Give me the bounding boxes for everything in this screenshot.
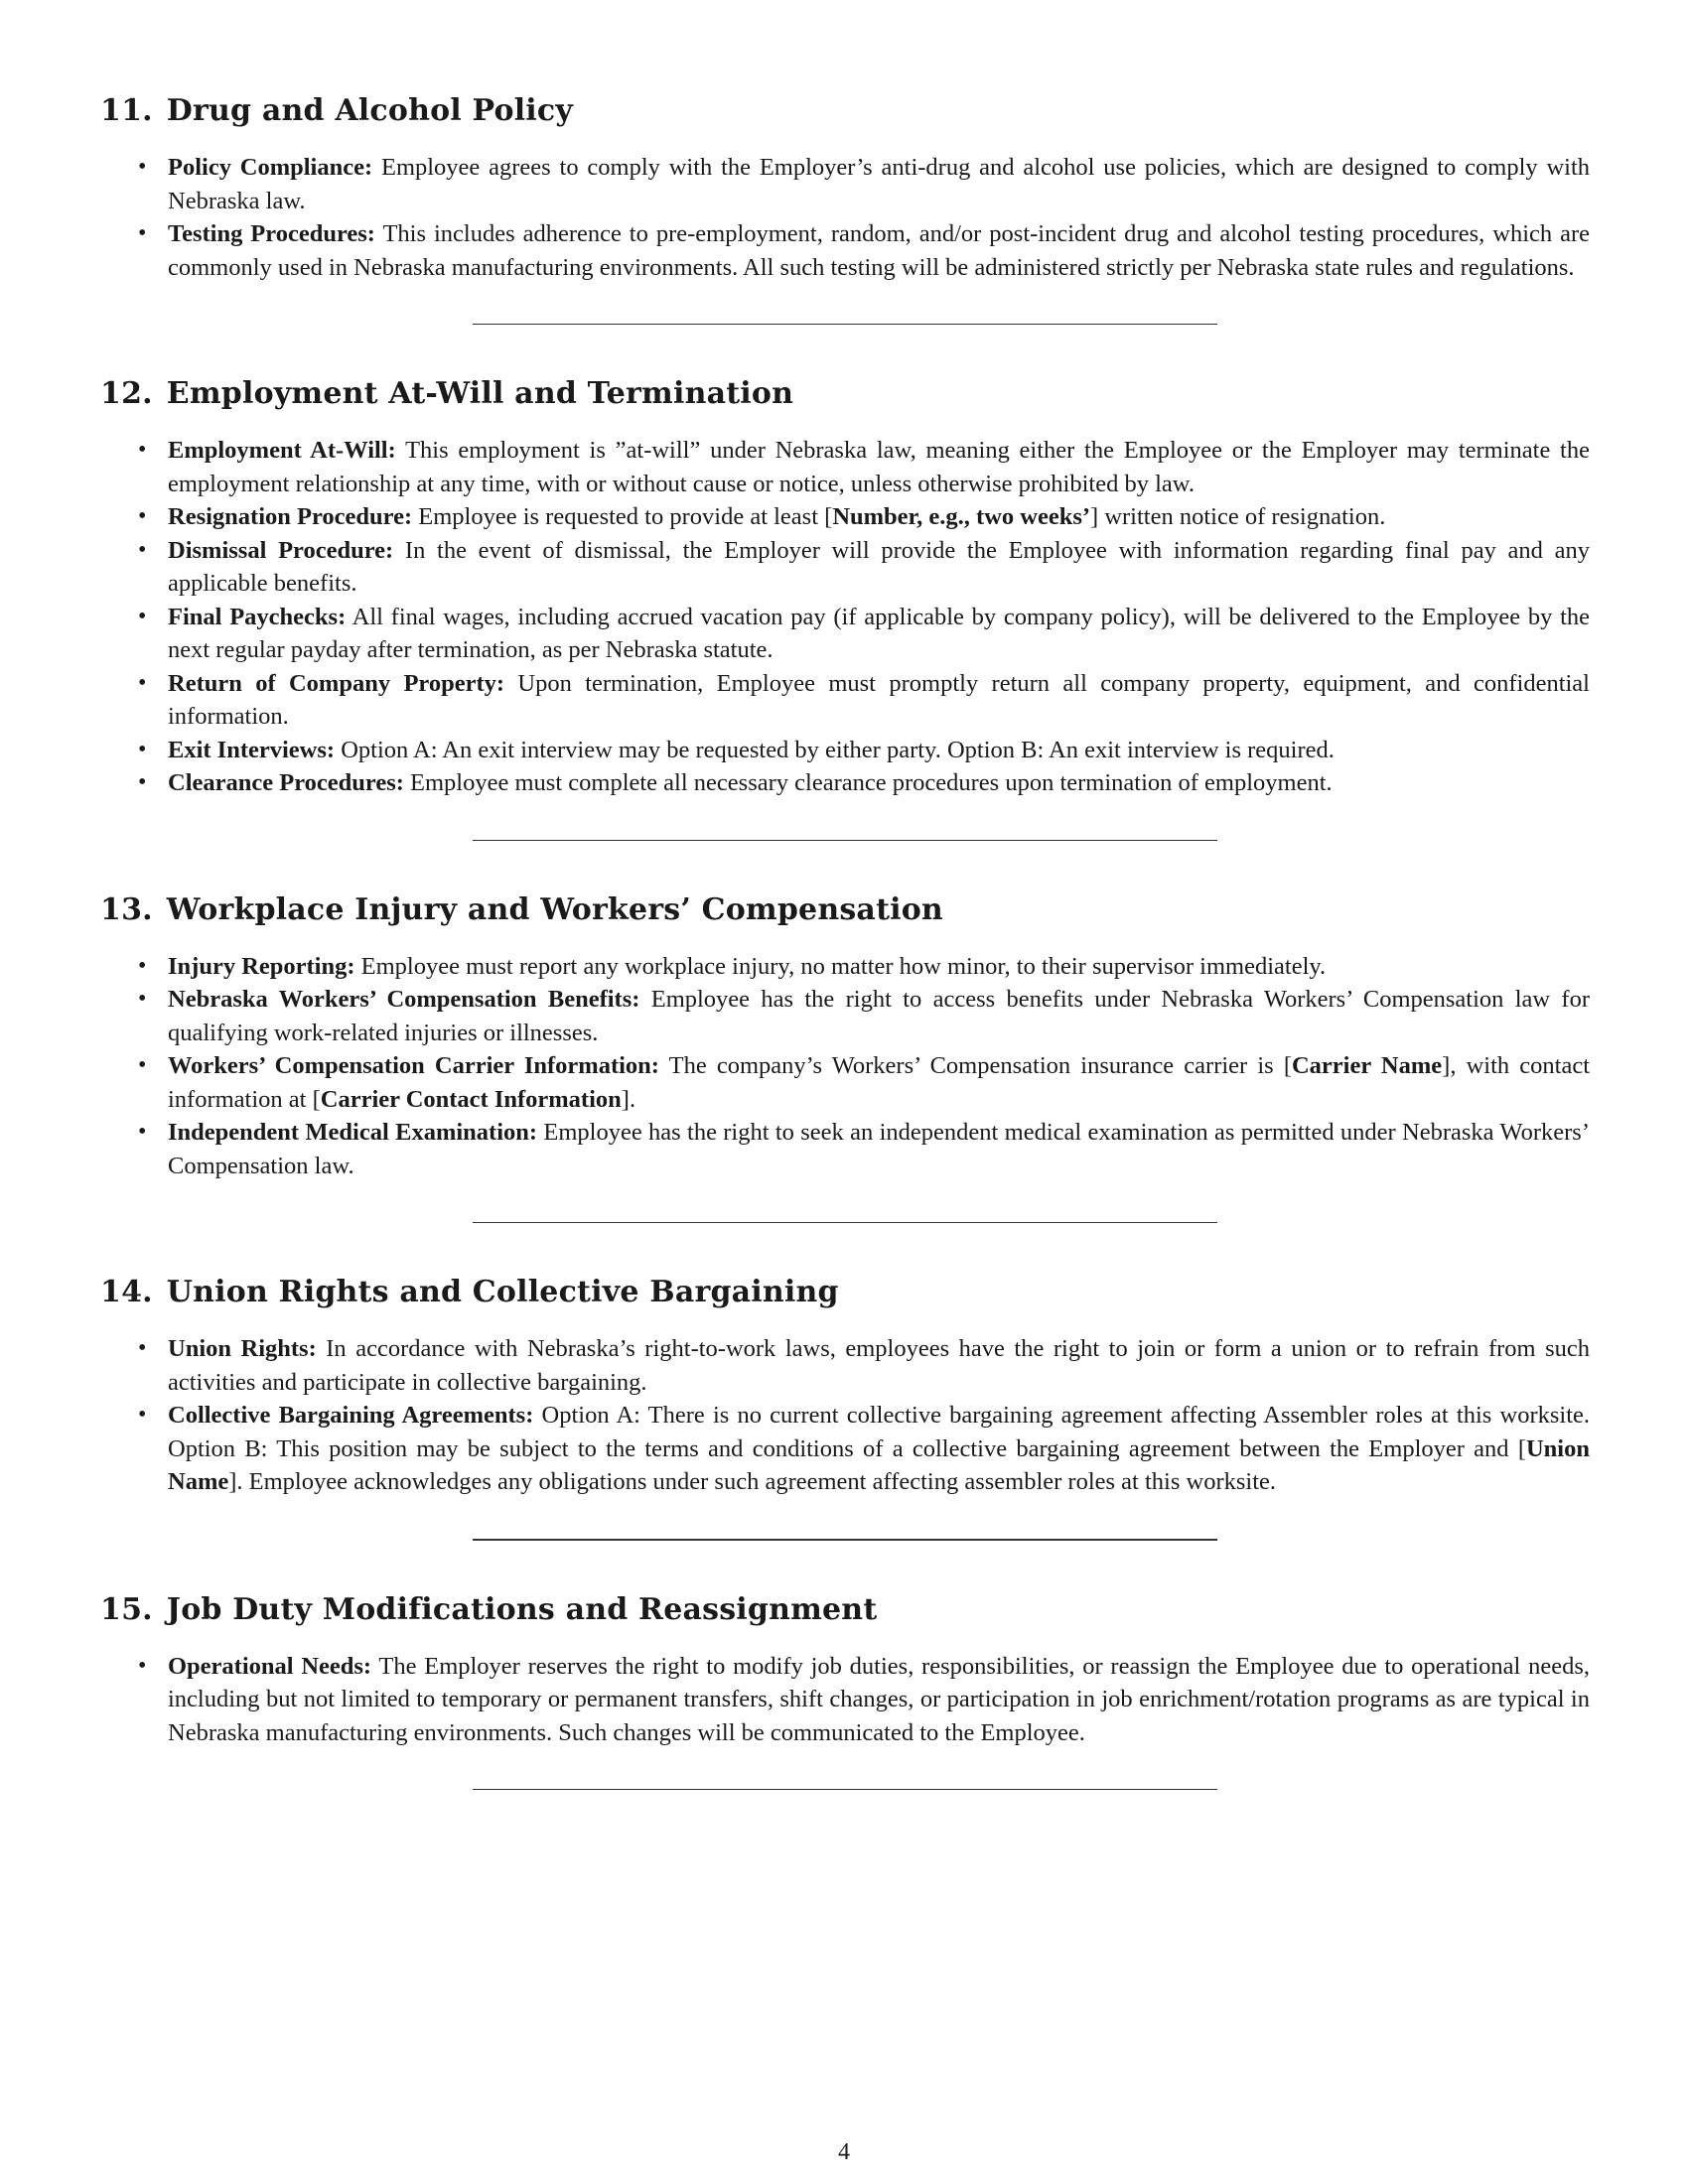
list-item: • Union Rights: In accordance with Nebraska’s right-to-work laws, employees have the right to join or form a union or to refrain from such activities and participate in collective bargaining. xyxy=(100,1332,1590,1399)
section-14 xyxy=(100,1273,1590,1541)
bullet-icon: • xyxy=(138,1335,147,1361)
bullet-icon: • xyxy=(138,736,147,762)
section-11 xyxy=(100,91,1590,325)
bullet-icon: • xyxy=(138,1119,147,1145)
bullet-icon: • xyxy=(138,669,147,696)
bullet-list xyxy=(100,1332,1590,1499)
page-number: 4 xyxy=(838,2139,850,2165)
section-title: 12. Employment At-Will and Termination xyxy=(100,376,794,411)
list-item: • Return of Company Property: Upon termination, Employee must promptly return all company property, equipment, and confidential information. xyxy=(100,667,1590,734)
bullet-icon: • xyxy=(138,536,147,563)
section-title: 13. Workplace Injury and Workers’ Compensation xyxy=(100,891,943,927)
list-item: • Policy Compliance: Employee agrees to comply with the Employer’s anti-drug and alcohol use policies, which are designed to comply with Nebraska law. xyxy=(100,151,1590,217)
list-item: • Exit Interviews: Option A: An exit interview may be requested by either party. Option B: An exit interview is required. xyxy=(100,734,1590,767)
bullet-icon: • xyxy=(138,437,147,463)
bullet-icon: • xyxy=(138,154,147,180)
section-12 xyxy=(100,374,1590,841)
section-divider xyxy=(473,1789,1217,1790)
bullet-icon: • xyxy=(138,1052,147,1078)
bullet-list xyxy=(100,434,1590,800)
bullet-list xyxy=(100,151,1590,284)
section-title: 14. Union Rights and Collective Bargaining xyxy=(100,1275,839,1309)
bullet-icon: • xyxy=(138,603,147,629)
bullet-list xyxy=(100,1650,1590,1750)
bullet-icon: • xyxy=(138,952,147,979)
bullet-icon: • xyxy=(138,986,147,1012)
list-item: • Final Paychecks: All final wages, including accrued vacation pay (if applicable by company policy), will be delivered to the Employee by the next regular payday after termination, as per Nebraska statute. xyxy=(100,601,1590,667)
list-item: • Dismissal Procedure: In the event of dismissal, the Employer will provide the Employee with information regarding final pay and any applicable benefits. xyxy=(100,534,1590,601)
bullet-list xyxy=(100,950,1590,1183)
list-item: • Clearance Procedures: Employee must complete all necessary clearance procedures upon termination of employment. xyxy=(100,766,1590,800)
list-item: • Nebraska Workers’ Compensation Benefits: Employee has the right to access benefits under Nebraska Workers’ Compensation law for qualifying work-related injuries or illnesses. xyxy=(100,983,1590,1049)
list-item: • Injury Reporting: Employee must report any workplace injury, no matter how minor, to their supervisor immediately. xyxy=(100,950,1590,984)
document-page xyxy=(100,91,1590,1790)
bullet-icon: • xyxy=(138,220,147,246)
list-item: • Employment At-Will: This employment is ”at-will” under Nebraska law, meaning either the Employee or the Employer may terminate the employment relationship at any time, with or without cause or notice, unless otherwise prohibited by law. xyxy=(100,434,1590,500)
list-item: • Workers’ Compensation Carrier Information: The company’s Workers’ Compensation insurance carrier is [Carrier Name], with contact information at [Carrier Contact Information]. xyxy=(100,1049,1590,1116)
bullet-icon: • xyxy=(138,1402,147,1428)
section-title: 15. Job Duty Modifications and Reassignment xyxy=(100,1591,878,1627)
list-item: • Resignation Procedure: Employee is requested to provide at least [Number, e.g., two weeks’] written notice of resignation. xyxy=(100,500,1590,534)
list-item: • Independent Medical Examination: Employee has the right to seek an independent medical examination as permitted under Nebraska Workers’ Compensation law. xyxy=(100,1116,1590,1182)
bullet-icon: • xyxy=(138,1652,147,1679)
section-title: 11. Drug and Alcohol Policy xyxy=(100,93,573,128)
bullet-icon: • xyxy=(138,769,147,795)
bullet-icon: • xyxy=(138,503,147,529)
list-item: • Testing Procedures: This includes adherence to pre-employment, random, and/or post-incident drug and alcohol testing procedures, which are commonly used in Nebraska manufacturing environments. All such testing will be administered strictly per Nebraska state rules and regulations. xyxy=(100,217,1590,284)
list-item: • Operational Needs: The Employer reserves the right to modify job duties, responsibilities, or reassign the Employee due to operational needs, including but not limited to temporary or permanent transfers, shift changes, or participation in job enrichment/rotation programs as are typical in Nebraska manufacturing environments. Such changes will be communicated to the Employee. xyxy=(100,1650,1590,1750)
list-item: • Collective Bargaining Agreements: Option A: There is no current collective bargaining agreement affecting Assembler roles at this worksite. Option B: This position may be subject to the terms and conditions of a collective bargaining agreement between the Employer and [Union Name]. Employee acknowledges any obligations under such agreement affecting assembler roles at this worksite. xyxy=(100,1399,1590,1499)
section-13 xyxy=(100,890,1590,1224)
section-15 xyxy=(100,1590,1590,1791)
